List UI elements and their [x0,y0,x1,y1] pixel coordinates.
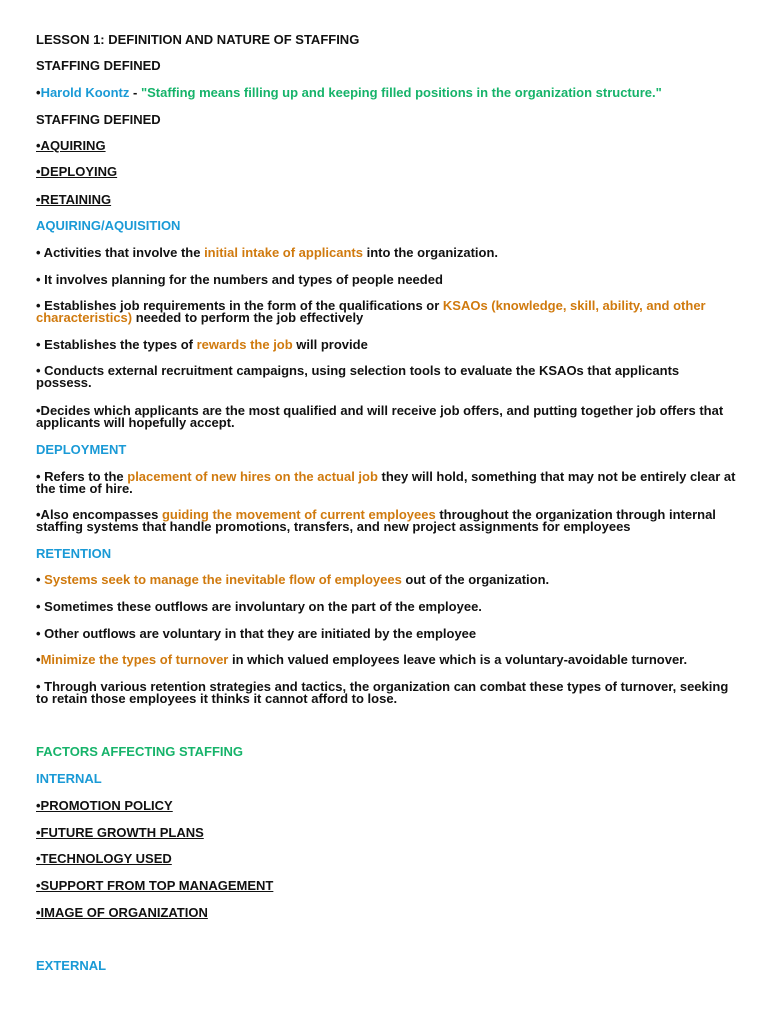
text: throughout the organization through internal staffing systems that handle promotions, transfers, and new project assignments for employees [36,507,716,534]
retention-bullet-4 [36,654,736,666]
highlight: Systems seek to manage the inevitable flow of employees [44,572,402,587]
heading-external: EXTERNAL [36,958,107,973]
item-deploying: •DEPLOYING [36,164,118,179]
acquiring-bullet-2: • It involves planning for the numbers and types of people needed [36,272,443,287]
retention-bullet-5: • Through various retention strategies and tactics, the organization can combat these types of turnover, seeking to retain those employees it thinks it cannot afford to lose. [36,679,729,706]
deployment-bullet-1 [36,471,736,495]
heading-retention: RETENTION [36,546,112,561]
internal-item: •IMAGE OF ORGANIZATION [36,905,208,920]
bullet: • [36,85,41,100]
highlight: guiding the movement of current employees [161,507,436,522]
acquiring-bullet-3 [36,300,736,324]
internal-item: •SUPPORT FROM TOP MANAGEMENT [36,878,274,893]
text: out of the organization. [401,572,550,587]
text: • [36,652,41,667]
text: into the organization. [362,245,499,260]
text: • Establishes job requirements in the form of the qualifications or [36,298,443,313]
highlight: placement of new hires on the actual job [127,469,378,484]
internal-item: •TECHNOLOGY USED [36,851,172,866]
text: •Also encompasses [36,507,162,522]
acquiring-bullet-1 [36,247,736,259]
text: • Activities that involve the [36,245,205,260]
heading-internal: INTERNAL [36,771,102,786]
heading-deployment: DEPLOYMENT [36,442,127,457]
deployment-bullet-2 [36,509,736,533]
separator: - [129,85,141,100]
author-name: Harold Koontz [40,85,130,100]
highlight: KSAOs (knowledge, skill, ability, and other characteristics) [36,298,706,325]
highlight: rewards the job [196,337,293,352]
text: • Refers to the [36,469,128,484]
heading-factors: FACTORS AFFECTING STAFFING [36,744,244,759]
definition-quote: "Staffing means filling up and keeping filled positions in the organization structure." [140,85,662,100]
text: they will hold, something that may not be entirely clear at the time of hire. [36,469,736,496]
acquiring-bullet-4 [36,339,736,351]
internal-item: •PROMOTION POLICY [36,798,173,813]
text: will provide [292,337,368,352]
retention-bullet-3: • Other outflows are voluntary in that they are initiated by the employee [36,626,477,641]
section-heading-staffing-defined: STAFFING DEFINED [36,58,161,73]
item-retaining: •RETAINING [36,192,112,207]
section-heading-staffing-defined-2: STAFFING DEFINED [36,112,161,127]
retention-bullet-1 [36,574,736,586]
highlight: Minimize the types of turnover [40,652,229,667]
internal-item: •FUTURE GROWTH PLANS [36,825,204,840]
acquiring-bullet-5: • Conducts external recruitment campaigns, using selection tools to evaluate the KSAOs that applicants possess. [36,363,680,390]
retention-bullet-2: • Sometimes these outflows are involuntary on the part of the employee. [36,599,482,614]
text: • Establishes the types of [36,337,197,352]
koontz-definition [36,87,736,99]
lesson-title: LESSON 1: DEFINITION AND NATURE OF STAFFING [36,32,360,47]
text: needed to perform the job effectively [132,310,364,325]
text: • [36,572,45,587]
text: in which valued employees leave which is a voluntary-avoidable turnover. [228,652,688,667]
item-acquiring: •AQUIRING [36,138,106,153]
highlight: initial intake of applicants [204,245,363,260]
acquiring-bullet-6: •Decides which applicants are the most qualified and will receive job offers, and putting together job offers that applicants will hopefully accept. [36,403,724,430]
heading-acquiring: AQUIRING/AQUISITION [36,218,181,233]
